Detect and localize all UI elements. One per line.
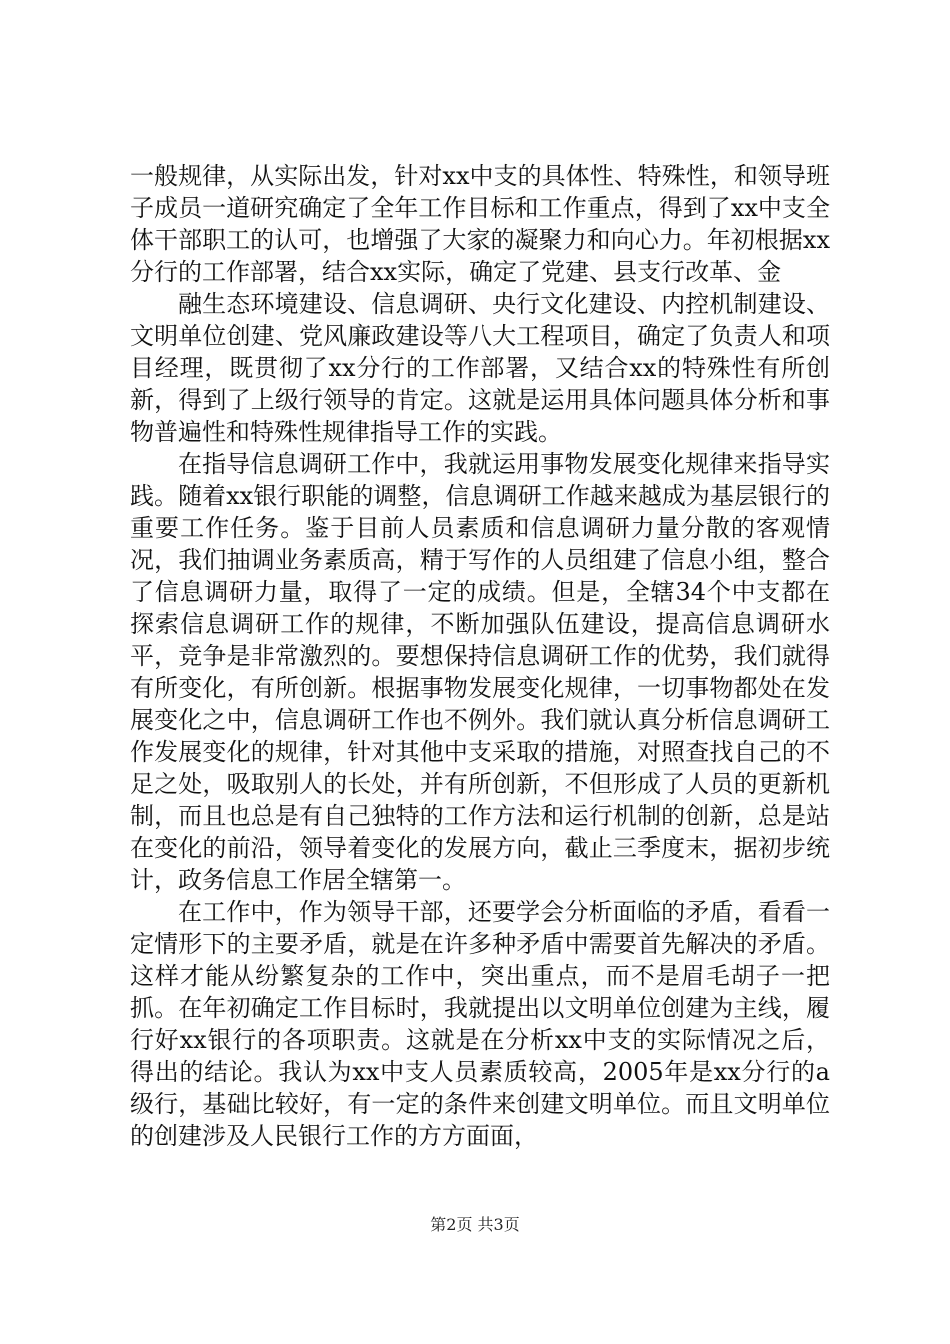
page-number-footer: 第2页 共3页 — [430, 1215, 520, 1234]
paragraph-4: 在工作中，作为领导干部，还要学会分析面临的矛盾，看看一定情形下的主要矛盾，就是在许多种矛盾中需要首先解决的矛盾。这样才能从纷繁复杂的工作中，突出重点，而不是眉毛胡子一把抓。在年初确定工作目标时，我就提出以文明单位创建为主线，履行好xx银行的各项职责。这就是在分析xx中支的实际情况之后，得出的结论。我认为xx中支人员素质较高，2005年是xx分行的a级行，基础比较好，有一定的条件来创建文明单位。而且文明单位的创建涉及人民银行工作的方方面面， — [130, 898, 830, 1150]
paragraph-1: 一般规律，从实际出发，针对xx中支的具体性、特殊性，和领导班子成员一道研究确定了全年工作目标和工作重点，得到了xx中支全体干部职工的认可，也增强了大家的凝聚力和向心力。年初根据xx分行的工作部署，结合xx实际，确定了党建、县支行改革、金 — [130, 162, 830, 286]
document-body — [130, 160, 830, 1152]
paragraph-3: 在指导信息调研工作中，我就运用事物发展变化规律来指导实践。随着xx银行职能的调整，信息调研工作越来越成为基层银行的重要工作任务。鉴于目前人员素质和信息调研力量分散的客观情况，我们抽调业务素质高，精于写作的人员组建了信息小组，整合了信息调研力量，取得了一定的成绩。但是，全辖34个中支都在探索信息调研工作的规律，不断加强队伍建设，提高信息调研水平，竞争是非常激烈的。要想保持信息调研工作的优势，我们就得有所变化，有所创新。根据事物发展变化规律，一切事物都处在发展变化之中，信息调研工作也不例外。我们就认真分析信息调研工作发展变化的规律，针对其他中支采取的措施，对照查找自己的不足之处，吸取别人的长处，并有所创新，不但形成了人员的更新机制，而且也总是有自己独特的工作方法和运行机制的创新，总是站在变化的前沿，领导着变化的发展方向，截止三季度末，据初步统计，政务信息工作居全辖第一。 — [130, 450, 830, 894]
paragraph-2: 融生态环境建设、信息调研、央行文化建设、内控机制建设、文明单位创建、党风廉政建设等八大工程项目，确定了负责人和项目经理，既贯彻了xx分行的工作部署，又结合xx的特殊性有所创新，得到了上级行领导的肯定。这就是运用具体问题具体分析和事物普遍性和特殊性规律指导工作的实践。 — [130, 290, 830, 446]
